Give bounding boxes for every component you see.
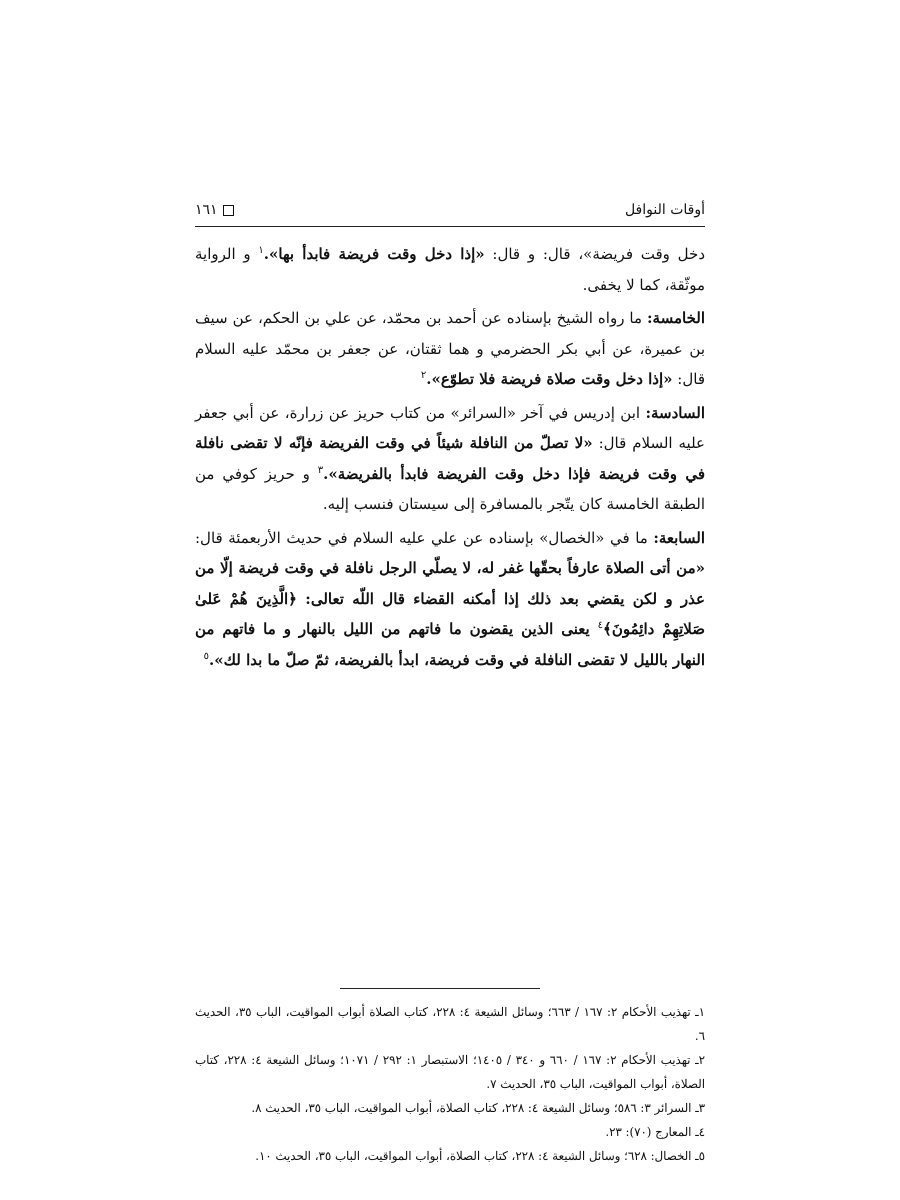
paragraph-text: ما رواه الشيخ بإسناده عن أحمد بن محمّد، عن علي بن الحكم، عن سيف بن عميرة، عن أبي بكر الحضرمي و هما ثقتان، عن جعفر بن محمّد عليه السلام قال: xyxy=(195,309,705,388)
paragraph-text: دخل وقت فريضة»، قال: و قال: xyxy=(484,245,705,263)
paragraph-text: و حريز كوفي من الطبقة الخامسة كان يتّجر بالمسافرة إلى سيستان فنسب إليه. xyxy=(195,464,705,513)
hadith-quote: «لا تصلّ من النافلة شيئاً في وقت الفريضة فإنّه لا تقضى نافلة في وقت فريضة فإذا دخل وقت الفريضة فابدأ بالفريضة». xyxy=(195,434,705,483)
footnote-ref: ١ xyxy=(258,245,264,256)
page-number-text: ١٦١ xyxy=(195,202,218,218)
footnotes xyxy=(195,1000,705,1168)
body-text xyxy=(195,239,705,675)
paragraph-lead: السابعة: xyxy=(653,528,705,547)
book-page xyxy=(195,192,705,675)
footnote-3: ٣ـ السرائر ٣: ٥٨٦؛ وسائل الشيعة ٤: ٢٢٨، كتاب الصلاة، أبواب المواقيت، الباب ٣٥، الحديث ٨. xyxy=(251,1101,705,1115)
square-icon xyxy=(223,205,234,216)
page-number xyxy=(195,202,234,218)
page-header xyxy=(195,192,705,227)
paragraph-lead: الخامسة: xyxy=(647,309,705,327)
paragraph-text: و الرواية موثّقة، كما لا يخفى. xyxy=(195,245,705,294)
hadith-quote: يعنى الذين يقضون ما فاتهم من الليل بالنهار و ما فاتهم من النهار بالليل لا تقضى النافلة في وقت فريضة، ابدأ بالفريضة، ثمّ صلّ ما بدا لك». xyxy=(195,620,705,669)
footnote-1: ١ـ تهذيب الأحكام ٢: ١٦٧ / ٦٦٣؛ وسائل الشيعة ٤: ٢٢٨، كتاب الصلاة أبواب المواقيت، الباب ٣٥، الحديث ٦. xyxy=(195,1005,705,1043)
paragraph-text: ما في «الخصال» بإسناده عن علي عليه السلام في حديث الأربعمئة قال: xyxy=(195,528,654,547)
footnote-2: ٢ـ تهذيب الأحكام ٢: ١٦٧ / ٦٦٠ و ٣٤٠ / ١٤٠٥؛ الاستبصار ١: ٢٩٢ / ١٠٧١؛ وسائل الشيعة ٤: ٢٢٨، كتاب الصلاة، أبواب المواقيت، الباب ٣٥، الحديث ٧. xyxy=(195,1053,705,1091)
footnote-ref: ٤ xyxy=(597,620,604,631)
footnote-rule xyxy=(340,988,540,989)
footnote-ref: ٢ xyxy=(420,370,427,381)
paragraph-2 xyxy=(195,303,705,395)
hadith-quote: «إذا دخل وقت صلاة فريضة فلا تطوّع». xyxy=(426,370,673,388)
footnote-ref: ٣ xyxy=(317,464,324,476)
hadith-quote: «إذا دخل وقت فريضة فابدأ بها». xyxy=(263,245,485,263)
footnote-4: ٤ـ المعارج (٧٠): ٢٣. xyxy=(605,1125,705,1139)
paragraph-lead: السادسة: xyxy=(645,403,705,422)
paragraph-1 xyxy=(195,239,705,300)
footnote-5: ٥ـ الخصال: ٦٢٨؛ وسائل الشيعة ٤: ٢٢٨، كتاب الصلاة، أبواب المواقيت، الباب ٣٥، الحديث ١٠. xyxy=(255,1149,705,1163)
paragraph-4 xyxy=(195,523,705,676)
paragraph-text: ابن إدريس في آخر «السرائر» من كتاب حريز عن زرارة، عن أبي جعفر عليه السلام قال: xyxy=(195,403,705,452)
hadith-quote: «من أتى الصلاة عارفاً بحقّها غفر له، لا يصلّي الرجل نافلة في وقت فريضة إلّا من عذر و لكن يقضي بعد ذلك إذا أمكنه القضاء قال اللّه تعالى: ﴿الَّذِينَ هُمْ عَلىٰ صَلاتِهِمْ دائِمُونَ﴾ xyxy=(195,559,705,638)
paragraph-3 xyxy=(195,398,705,520)
running-title: أوقات النوافل xyxy=(624,202,705,218)
footnote-ref: ٥ xyxy=(203,650,210,662)
